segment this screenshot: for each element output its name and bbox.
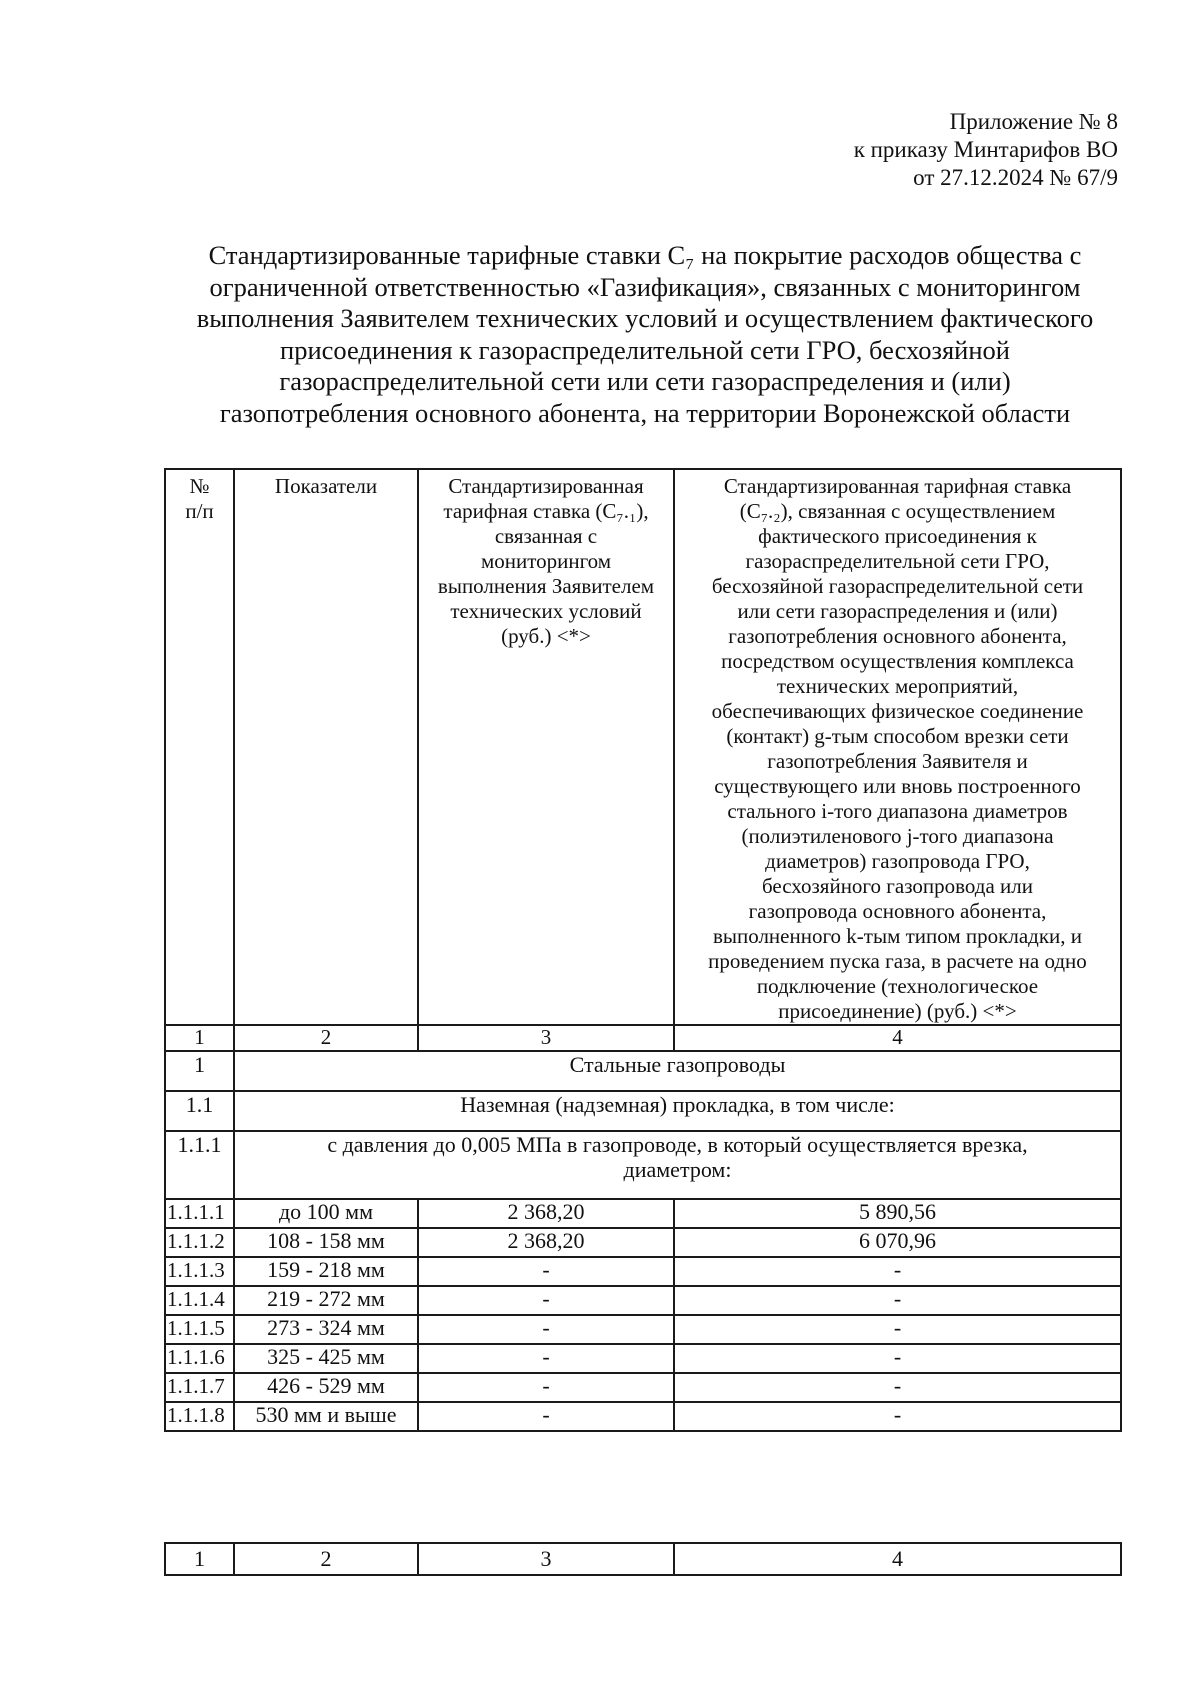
attachment-line-1: Приложение № 8 [949,109,1118,134]
section-row-steel [165,1051,1121,1091]
row-diameter: 325 - 425 мм [234,1344,418,1373]
row-rate-c72: - [674,1286,1121,1315]
section-label: Стальные газопроводы [234,1051,1121,1091]
row-code: 1.1.1.8 [165,1402,234,1431]
section-number: 1.1.1 [165,1131,234,1199]
row-rate-c71: - [418,1402,674,1431]
attachment-note [854,108,1118,192]
section-row-pressure [165,1131,1121,1199]
row-diameter: до 100 мм [234,1199,418,1228]
row-code: 1.1.1.7 [165,1373,234,1402]
row-rate-c72: 6 070,96 [674,1228,1121,1257]
column-number: 3 [418,1543,674,1575]
table-row [165,1199,1121,1228]
row-rate-c71: - [418,1344,674,1373]
header-number: № п/п [165,469,234,1025]
table-row [165,1257,1121,1286]
row-rate-c71: - [418,1286,674,1315]
row-rate-c71: 2 368,20 [418,1199,674,1228]
row-diameter: 426 - 529 мм [234,1373,418,1402]
row-code: 1.1.1.5 [165,1315,234,1344]
title-line: газораспределительной сети или сети газораспределения и (или) [279,366,1011,396]
column-number: 2 [234,1543,418,1575]
table-header-row [165,469,1121,1025]
title-line: Стандартизированные тарифные ставки С₇ на покрытие расходов общества с [208,240,1082,270]
section-label: Наземная (надземная) прокладка, в том числе: [234,1091,1121,1131]
row-diameter: 159 - 218 мм [234,1257,418,1286]
row-code: 1.1.1.6 [165,1344,234,1373]
row-rate-c71: - [418,1373,674,1402]
row-diameter: 530 мм и выше [234,1402,418,1431]
section-number: 1.1 [165,1091,234,1131]
row-rate-c72: - [674,1315,1121,1344]
column-number: 4 [674,1543,1121,1575]
row-rate-c71: 2 368,20 [418,1228,674,1257]
tariff-table [164,468,1122,1432]
title-line: газопотребления основного абонента, на территории Воронежской области [219,397,1071,428]
header-rate-c71: Стандартизированная тарифная ставка (С₇.₁), связанная с мониторингом выполнения Заявителем технических условий (руб.) <*> [418,469,674,1025]
table-row [165,1373,1121,1402]
attachment-line-2: к приказу Минтарифов ВО [853,137,1118,162]
column-number: 3 [418,1025,674,1051]
row-code: 1.1.1.1 [165,1199,234,1228]
table-row [165,1315,1121,1344]
header-rate-c72: Стандартизированная тарифная ставка (С₇.₂), связанная с осуществлением фактического присоединения к газораспределительной сети ГРО, бесхозяйной газораспределительной сети или сети газораспределения и (или) газопотребления основного абонента, посредством осуществления комплекса технических мероприятий, обеспечивающих физическое соединение (контакт) g-тым способом врезки сети газопотребления Заявителя и существующего или вновь построенного стального i-того диапазона диаметров (полиэтиленового j-того диапазона диаметров) газопровода ГРО, бесхозяйного газопровода или газопровода основного абонента, выполненного k-тым типом прокладки, и проведением пуска газа, в расчете на одно подключение (технологическое присоединение) (руб.) <*> [674,469,1121,1025]
row-rate-c72: - [674,1373,1121,1402]
row-rate-c72: 5 890,56 [674,1199,1121,1228]
title-line: присоединения к газораспределительной сети ГРО, бесхозяйной [280,334,1010,365]
continuation-header-table [164,1542,1122,1576]
document-title [150,240,1140,429]
column-number: 4 [674,1025,1121,1051]
row-code: 1.1.1.2 [165,1228,234,1257]
column-number-row [165,1025,1121,1051]
row-rate-c72: - [674,1344,1121,1373]
column-number: 2 [234,1025,418,1051]
continuation-number-row [165,1543,1121,1575]
table-row [165,1402,1121,1431]
table-row [165,1228,1121,1257]
column-number: 1 [165,1543,234,1575]
section-row-surface [165,1091,1121,1131]
header-indicators: Показатели [234,469,418,1025]
row-rate-c72: - [674,1257,1121,1286]
row-diameter: 273 - 324 мм [234,1315,418,1344]
row-rate-c71: - [418,1315,674,1344]
row-rate-c72: - [674,1402,1121,1431]
section-number: 1 [165,1051,234,1091]
row-code: 1.1.1.4 [165,1286,234,1315]
row-diameter: 219 - 272 мм [234,1286,418,1315]
table-row [165,1344,1121,1373]
column-number: 1 [165,1025,234,1051]
section-label: с давления до 0,005 МПа в газопроводе, в который осуществляется врезка, диаметром: [234,1131,1121,1199]
attachment-line-3: от 27.12.2024 № 67/9 [913,165,1118,190]
table-row [165,1286,1121,1315]
row-rate-c71: - [418,1257,674,1286]
title-line: ограниченной ответственностью «Газификация», связанных с мониторингом [209,271,1081,302]
row-code: 1.1.1.3 [165,1257,234,1286]
row-diameter: 108 - 158 мм [234,1228,418,1257]
title-line: выполнения Заявителем технических условий и осуществлением фактического [196,303,1094,333]
